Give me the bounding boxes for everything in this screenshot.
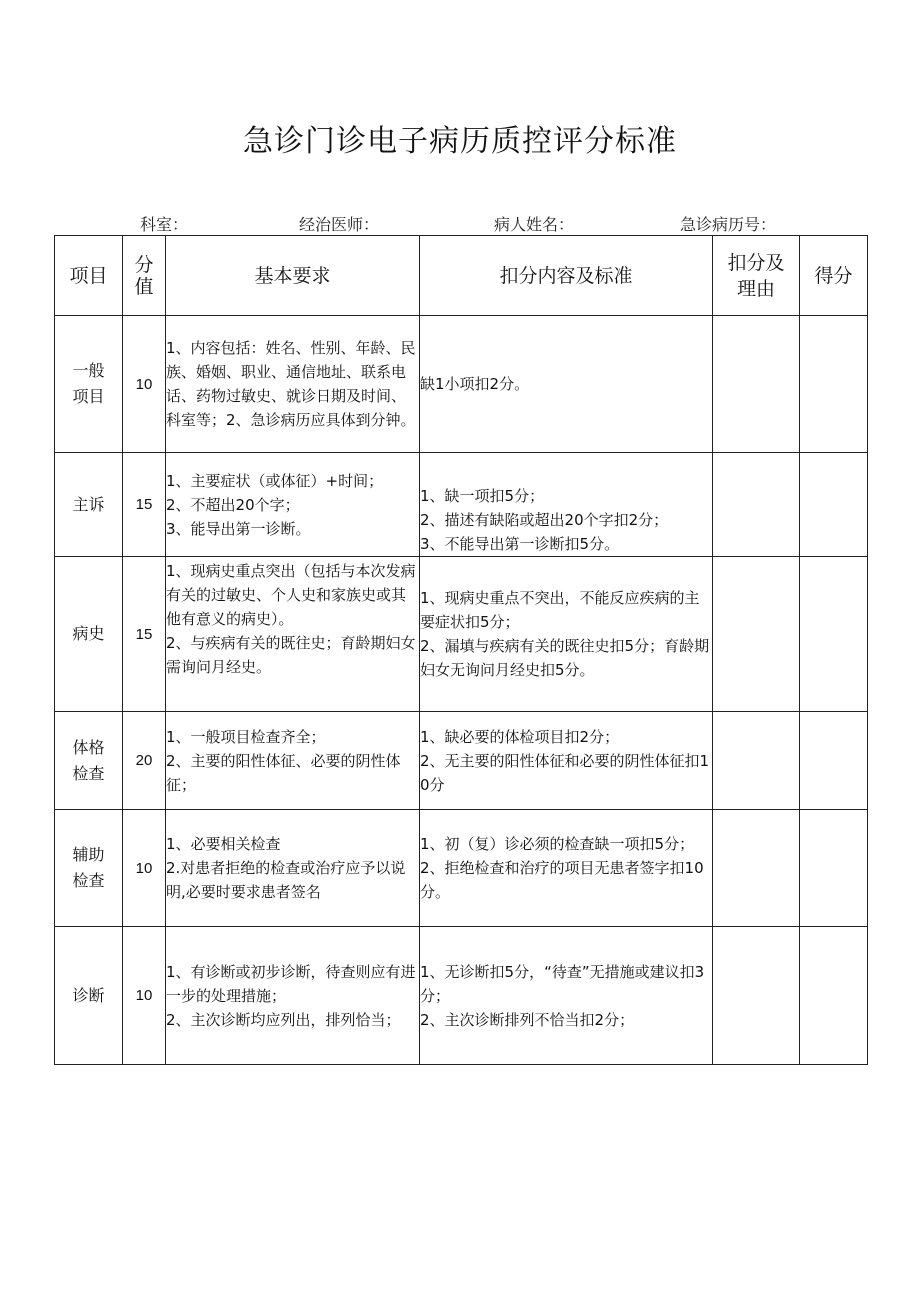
requirement-text: 2.对患者拒绝的检查或治疗应予以说明,必要时要求患者签名 <box>166 859 406 901</box>
deduction-cell <box>420 316 713 453</box>
item-cell <box>55 557 123 712</box>
deduction-text: 1、缺必要的体检项目扣2分； <box>420 727 620 746</box>
score-value: 15 <box>123 557 166 712</box>
requirement-text: 1、现病史重点突出（包括与本次发病有关的过敏史、个人史和家族史或其他有意义的病史）。 <box>166 562 416 628</box>
header-requirement: 基本要求 <box>166 236 420 316</box>
item-label-line1: 病史 <box>72 624 105 643</box>
score-value: 15 <box>123 453 166 557</box>
deduction-text: 2、漏填与疾病有关的既往史扣5分；育龄期妇女无询问月经史扣5分。 <box>420 637 710 679</box>
requirement-cell <box>166 453 420 557</box>
header-score-line2: 值 <box>134 275 154 298</box>
form-info-row <box>0 212 920 234</box>
requirement-text: 3、能导出第一诊断。 <box>166 519 311 538</box>
requirement-cell <box>166 557 420 712</box>
requirement-cell <box>166 810 420 927</box>
deduction-reason-input-cell[interactable] <box>713 557 800 712</box>
table-row <box>55 927 868 1065</box>
item-label-line2: 项目 <box>72 387 105 406</box>
score-value: 10 <box>123 927 166 1065</box>
requirement-text: 2、不超出20个字； <box>166 495 300 514</box>
requirement-text: 1、有诊断或初步诊断，待查则应有进一步的处理措施； <box>166 962 416 1005</box>
requirement-text: 1、主要症状（或体征）+时间； <box>166 471 384 490</box>
deduction-text: 1、缺一项扣5分； <box>420 487 545 505</box>
requirement-text: 2、主要的阳性体征、必要的阴性体征； <box>166 751 401 794</box>
deduction-text: 2、描述有缺陷或超出20个字扣2分； <box>420 511 669 529</box>
score-value: 20 <box>123 712 166 810</box>
item-cell <box>55 316 123 453</box>
table-row <box>55 453 868 557</box>
dept-label: 科室： <box>140 215 189 234</box>
header-score-line1: 分 <box>134 253 154 276</box>
doctor-label: 经治医师： <box>299 215 380 234</box>
item-label-line2: 检查 <box>72 763 105 783</box>
deduction-text: 2、主次诊断排列不恰当扣2分； <box>420 1010 635 1029</box>
item-label-line1: 一般 <box>72 361 105 380</box>
deduction-text: 2、无主要的阳性体征和必要的阴性体征扣10分 <box>420 751 710 794</box>
deduction-text: 3、不能导出第一诊断扣5分。 <box>420 535 620 553</box>
deduction-cell <box>420 927 713 1065</box>
score-value: 10 <box>123 316 166 453</box>
header-score-value <box>123 236 166 316</box>
item-cell <box>55 927 123 1065</box>
final-score-input-cell[interactable] <box>800 927 868 1065</box>
header-final-score: 得分 <box>800 236 868 316</box>
deduction-reason-input-cell[interactable] <box>713 927 800 1065</box>
table-row <box>55 810 868 927</box>
deduction-cell <box>420 453 713 557</box>
table-row <box>55 712 868 810</box>
page-title: 急诊门诊电子病历质控评分标准 <box>243 124 677 159</box>
deduction-reason-input-cell[interactable] <box>713 810 800 927</box>
scoring-table <box>54 235 868 1065</box>
item-label-line2: 检查 <box>72 871 105 890</box>
patient-name-label: 病人姓名： <box>494 215 575 234</box>
deduction-text: 1、初（复）诊必须的检查缺一项扣5分； <box>420 835 695 853</box>
header-deduction-standard: 扣分内容及标准 <box>420 236 713 316</box>
record-number-label: 急诊病历号： <box>680 215 777 234</box>
deduction-reason-input-cell[interactable] <box>713 712 800 810</box>
final-score-input-cell[interactable] <box>800 810 868 927</box>
item-label-line1: 辅助 <box>72 845 105 864</box>
requirement-cell <box>166 927 420 1065</box>
requirement-cell <box>166 316 420 453</box>
deduction-text: 1、现病史重点不突出，不能反应疾病的主要症状扣5分； <box>420 589 700 631</box>
final-score-input-cell[interactable] <box>800 712 868 810</box>
header-item: 项目 <box>55 236 123 316</box>
table-row <box>55 557 868 712</box>
header-deduction-reason-line2: 理由 <box>736 277 775 300</box>
deduction-text: 1、无诊断扣5分，“待查”无措施或建议扣3分； <box>420 962 705 1005</box>
deduction-reason-input-cell[interactable] <box>713 453 800 557</box>
deduction-cell <box>420 712 713 810</box>
score-value: 10 <box>123 810 166 927</box>
header-deduction-reason-line1: 扣分及 <box>727 251 785 274</box>
deduction-text: 2、拒绝检查和治疗的项目无患者签字扣10分。 <box>420 859 704 901</box>
item-cell <box>55 453 123 557</box>
item-cell <box>55 810 123 927</box>
deduction-cell <box>420 557 713 712</box>
requirement-text: 1、必要相关检查 <box>166 835 281 853</box>
requirement-cell <box>166 712 420 810</box>
requirement-text: 2、主次诊断均应列出，排列恰当； <box>166 1010 401 1029</box>
header-row <box>55 236 868 316</box>
requirement-text: 2、与疾病有关的既往史；育龄期妇女需询问月经史。 <box>166 634 416 676</box>
item-label-line1: 体格 <box>72 737 105 757</box>
item-label-line1: 主诉 <box>72 494 105 514</box>
final-score-input-cell[interactable] <box>800 557 868 712</box>
table-row <box>55 316 868 453</box>
final-score-input-cell[interactable] <box>800 316 868 453</box>
item-label-line1: 诊断 <box>72 985 105 1005</box>
deduction-text: 缺1小项扣2分。 <box>420 375 530 393</box>
deduction-reason-input-cell[interactable] <box>713 316 800 453</box>
final-score-input-cell[interactable] <box>800 453 868 557</box>
requirement-text: 1、一般项目检查齐全； <box>166 727 326 746</box>
requirement-text: 1、内容包括：姓名、性别、年龄、民族、婚姻、职业、通信地址、联系电话、药物过敏史、就诊日期及时间、科室等；2、急诊病历应具体到分钟。 <box>166 339 416 429</box>
header-deduction-reason <box>713 236 800 316</box>
item-cell <box>55 712 123 810</box>
deduction-cell <box>420 810 713 927</box>
